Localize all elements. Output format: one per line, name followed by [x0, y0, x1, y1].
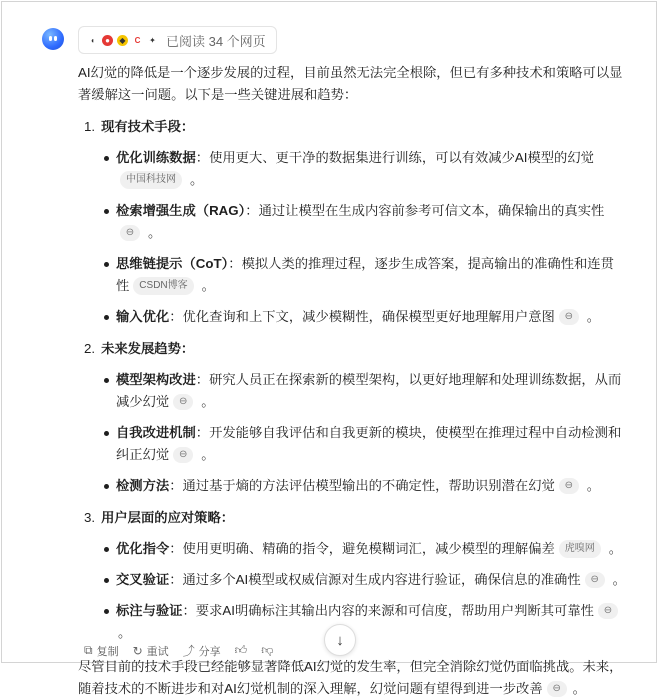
share-icon: ⤴: [182, 644, 195, 658]
section-number: 2.: [84, 341, 96, 356]
period: 。: [586, 309, 601, 324]
item-heading: 模型架构改进: [116, 372, 196, 387]
list-item: [78, 200, 626, 244]
list-item: [78, 147, 626, 191]
share-button[interactable]: [183, 642, 221, 659]
section-title-text: 现有技术手段: [101, 119, 181, 134]
item-heading: 标注与验证: [116, 603, 183, 618]
section-title-colon: ：: [180, 341, 195, 356]
item-text: ：通过多个AI模型或权威信源对生成内容进行验证，确保信息的准确性: [169, 572, 581, 587]
item-heading: 优化训练数据: [116, 150, 196, 165]
period: 。: [118, 625, 132, 640]
period: 。: [148, 225, 162, 240]
retry-button[interactable]: [133, 643, 169, 659]
section-title: [84, 338, 626, 360]
section: [78, 507, 626, 644]
list-item: [78, 253, 626, 297]
bullet-list: [78, 538, 626, 644]
conclusion-paragraph: [78, 656, 626, 700]
list-item: [78, 422, 626, 466]
period: 。: [190, 172, 204, 187]
scroll-down-button[interactable]: [324, 624, 356, 656]
conclusion-text: 尽管目前的技术手段已经能够显著降低AI幻觉的发生率，但完全消除幻觉仍面临挑战。未来，随着技术的不断进步和对AI幻觉机制的深入理解，幻觉问题有望得到进一步改善: [78, 659, 623, 696]
item-heading: 检索增强生成（RAG）: [116, 203, 246, 218]
answer-content: [78, 62, 626, 700]
sources-read-label: 已阅读 34 个网页: [166, 33, 266, 49]
source-tag[interactable]: 虎嗅网: [559, 540, 601, 558]
red-circle-icon: ●: [102, 35, 113, 46]
item-heading: 优化指令: [116, 541, 170, 556]
link-icon[interactable]: ⊖: [598, 603, 618, 619]
list-item: [78, 369, 626, 413]
yellow-badge-icon: ◆: [117, 35, 128, 46]
period: 。: [586, 478, 601, 493]
item-text: ：模拟人类的推理过程，逐步生成答案，提高输出的准确性和连贯性: [116, 256, 614, 293]
share-label: 分享: [198, 645, 221, 658]
chat-frame: [1, 1, 657, 696]
item-text: ：通过基于熵的方法评估模型输出的不确定性，帮助识别潜在幻觉: [169, 478, 555, 493]
item-text: ：开发能够自我评估和自我更新的模块，使模型在推理过程中自动检测和纠正幻觉: [116, 425, 622, 462]
section-title-colon: ：: [220, 510, 235, 525]
item-heading: 思维链提示（CoT）: [116, 256, 229, 271]
period: 。: [572, 681, 586, 696]
item-text: ：优化查询和上下文，减少模糊性，确保模型更好地理解用户意图: [169, 309, 555, 324]
link-icon[interactable]: ⊖: [547, 681, 567, 697]
period: 。: [201, 394, 215, 409]
link-icon[interactable]: ⊖: [585, 572, 605, 588]
item-text: ：使用更大、更干净的数据集进行训练，可以有效减少AI模型的幻觉: [195, 150, 594, 165]
section-number: 1.: [84, 119, 96, 134]
period: 。: [608, 541, 623, 556]
link-icon[interactable]: ⊖: [559, 309, 579, 325]
section-title-text: 用户层面的应对策略: [101, 510, 221, 525]
thumbs-down-icon: 👎︎: [261, 643, 274, 657]
arrow-down-icon: ↓: [336, 631, 344, 649]
sources-chip[interactable]: [78, 26, 277, 54]
message-toolbar: [84, 642, 273, 659]
assistant-avatar: [42, 28, 64, 50]
period: 。: [201, 278, 215, 293]
logo-icon: ✦: [147, 35, 158, 46]
section-title: [84, 507, 626, 529]
item-heading: 检测方法: [116, 478, 170, 493]
copy-button[interactable]: [84, 643, 119, 659]
thumbs-down-button[interactable]: [261, 643, 273, 658]
period: 。: [612, 572, 626, 587]
link-icon[interactable]: ⊖: [120, 225, 140, 241]
intro-paragraph: AI幻觉的降低是一个逐步发展的过程，目前虽然无法完全根除，但已有多种技术和策略可以显著缓解这一问题。以下是一些关键进展和趋势：: [78, 65, 623, 102]
thumbs-up-button[interactable]: [235, 643, 248, 658]
section: [78, 116, 626, 328]
period: 。: [201, 447, 215, 462]
item-heading: 自我改进机制: [116, 425, 196, 440]
section-title: [84, 116, 626, 138]
link-icon[interactable]: ⊖: [173, 394, 193, 410]
list-item: [78, 475, 626, 497]
item-text: ：通过让模型在生成内容前参考可信文本，确保输出的真实性: [245, 203, 605, 218]
list-item: [78, 306, 626, 328]
retry-label: 重试: [146, 645, 169, 658]
list-item: [78, 538, 626, 560]
link-icon[interactable]: ⊖: [173, 447, 193, 463]
source-tag[interactable]: CSDN博客: [133, 277, 193, 295]
link-icon[interactable]: ⊖: [559, 478, 579, 494]
bili-icon: ◖: [87, 35, 98, 46]
section-number: 3.: [84, 510, 96, 525]
item-text: ：使用更明确、精确的指令，避免模糊词汇，减少模型的理解偏差: [169, 541, 555, 556]
bullet-list: [78, 147, 626, 328]
c-icon: C: [132, 35, 143, 46]
item-text: ：要求AI明确标注其输出内容的来源和可信度，帮助用户判断其可靠性: [182, 603, 594, 618]
sections-container: [78, 116, 626, 644]
bullet-list: [78, 369, 626, 497]
item-heading: 交叉验证: [116, 572, 170, 587]
section: [78, 338, 626, 497]
copy-label: 复制: [96, 645, 119, 658]
item-heading: 输入优化: [116, 309, 170, 324]
thumbs-up-icon: 👍︎: [234, 643, 248, 657]
section-title-colon: ：: [180, 119, 195, 134]
section-title-text: 未来发展趋势: [101, 341, 181, 356]
item-text: ：研究人员正在探索新的模型架构，以更好地理解和处理训练数据，从而减少幻觉: [116, 372, 622, 409]
copy-icon: ⧉: [84, 643, 93, 657]
source-tag[interactable]: 中国科技网: [120, 171, 182, 189]
refresh-icon: ↻: [132, 643, 143, 658]
list-item: [78, 569, 626, 591]
